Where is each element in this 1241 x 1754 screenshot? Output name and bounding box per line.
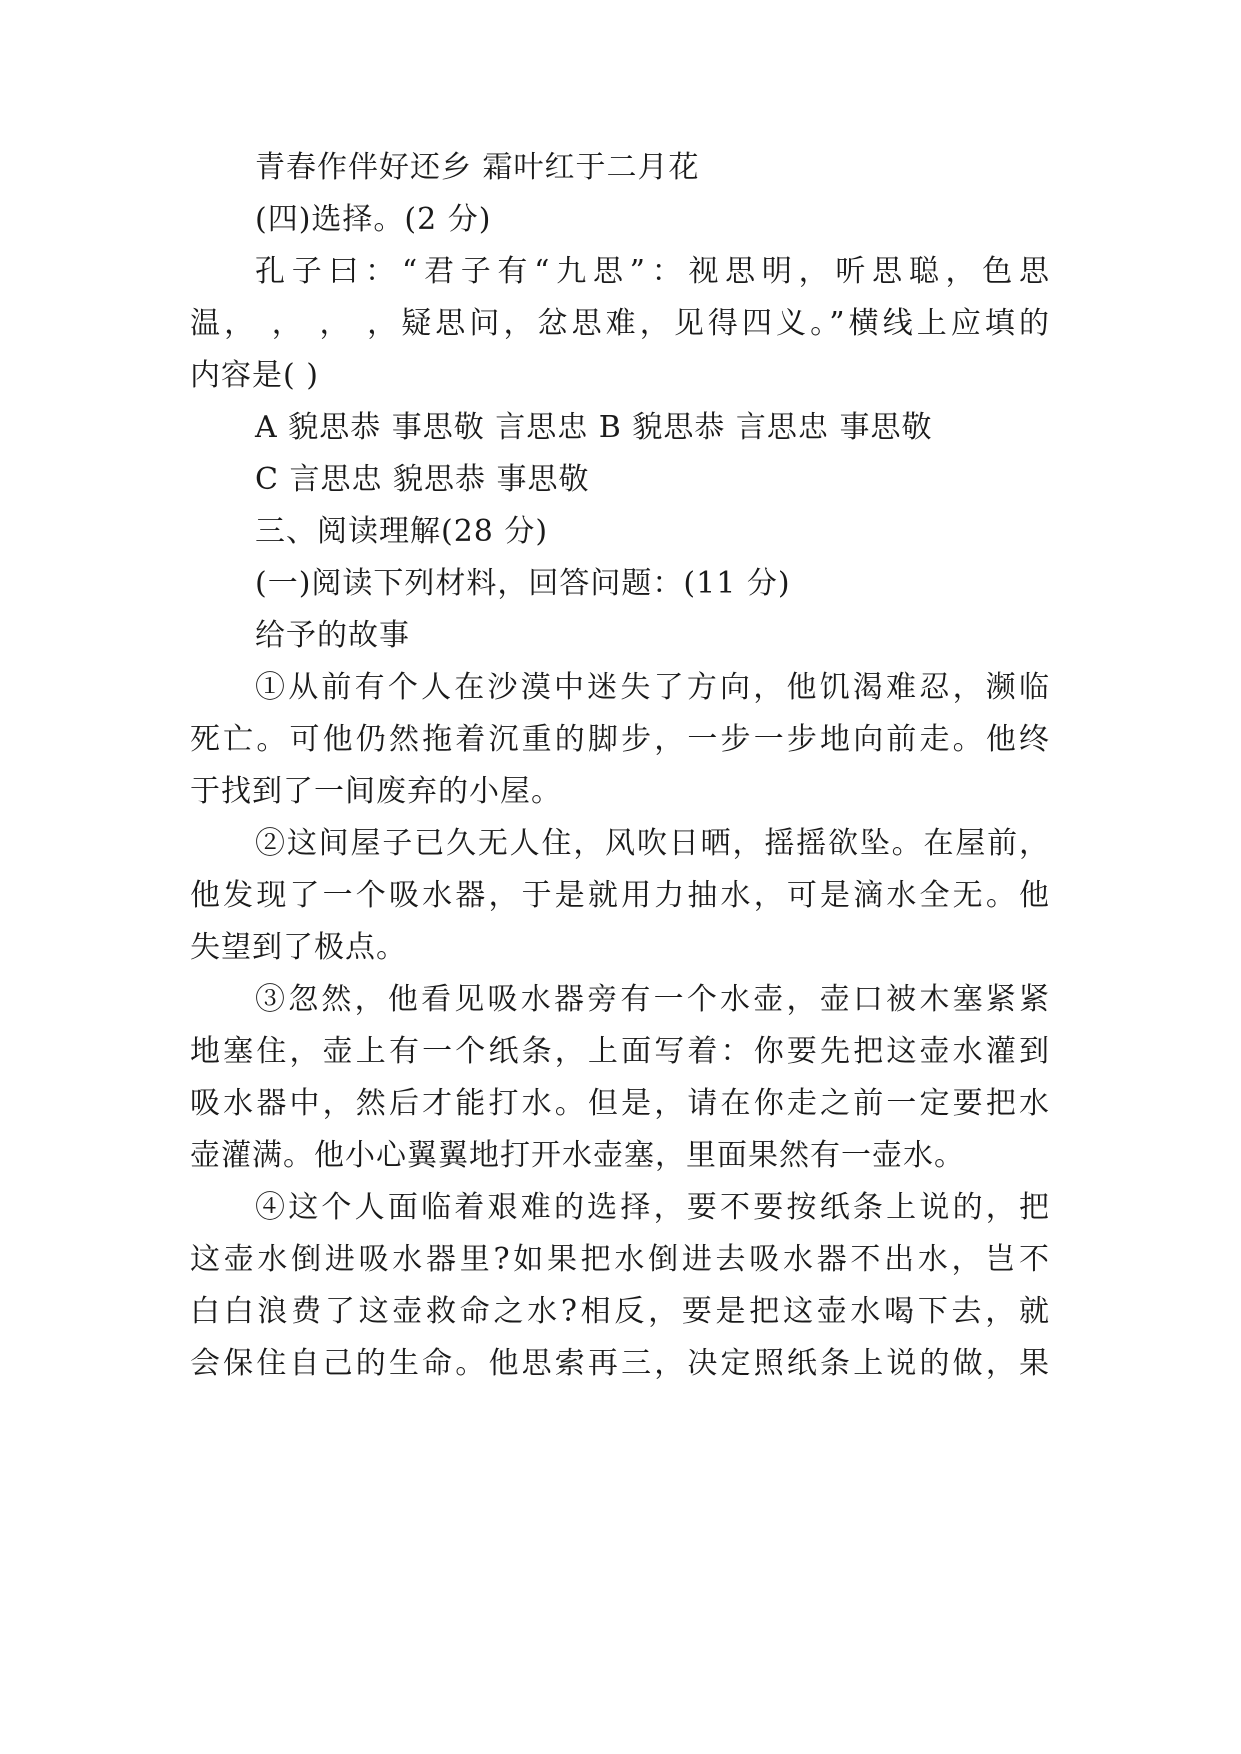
question-text: 温， ， ， ，疑思问，忿思难，见得四义。”横线上应填的: [190, 306, 1050, 341]
question-text: 内容是( ): [190, 358, 319, 393]
section-heading-reading: 三、阅读理解(28 分): [255, 514, 549, 549]
paragraph-line: ③忽然，他看见吸水器旁有一个水壶，壶口被木塞紧紧: [255, 982, 1050, 1017]
poem-line: 青春作伴好还乡 霜叶红于二月花: [255, 150, 700, 185]
paragraph-line: 地塞住，壶上有一个纸条，上面写着：你要先把这壶水灌到: [190, 1034, 1050, 1069]
paragraph-line: 会保住自己的生命。他思索再三，决定照纸条上说的做，果: [190, 1346, 1050, 1381]
paragraph-line: 他发现了一个吸水器，于是就用力抽水，可是滴水全无。他: [190, 878, 1050, 913]
paragraph-line: 吸水器中，然后才能打水。但是，请在你走之前一定要把水: [190, 1086, 1050, 1121]
paragraph-line: ②这间屋子已久无人住，风吹日晒，摇摇欲坠。在屋前，: [255, 826, 1050, 861]
paragraph-line: 死亡。可他仍然拖着沉重的脚步，一步一步地向前走。他终: [190, 722, 1050, 757]
paragraph-line: 白白浪费了这壶救命之水?相反，要是把这壶水喝下去，就: [190, 1294, 1050, 1329]
paragraph-line: 于找到了一间废弃的小屋。: [190, 774, 562, 809]
paragraph-line: ④这个人面临着艰难的选择，要不要按纸条上说的，把: [255, 1190, 1050, 1225]
paragraph-line: 这壶水倒进吸水器里?如果把水倒进去吸水器不出水，岂不: [190, 1242, 1050, 1277]
subsection-heading: (一)阅读下列材料，回答问题：(11 分): [255, 566, 791, 601]
paragraph-line: ①从前有个人在沙漠中迷失了方向，他饥渴难忍，濒临: [255, 670, 1050, 705]
answer-options: A 貌思恭 事思敬 言思忠 B 貌思恭 言思忠 事思敬: [255, 410, 933, 445]
question-text: 孔子曰：“君子有“九思”：视思明，听思聪，色思: [255, 254, 1050, 289]
answer-options: C 言思忠 貌思恭 事思敬: [255, 462, 590, 497]
paragraph-line: 壶灌满。他小心翼翼地打开水壶塞，里面果然有一壶水。: [190, 1138, 965, 1173]
section-heading-choice: (四)选择。(2 分): [255, 202, 492, 237]
story-title: 给予的故事: [255, 618, 410, 653]
paragraph-line: 失望到了极点。: [190, 930, 407, 965]
